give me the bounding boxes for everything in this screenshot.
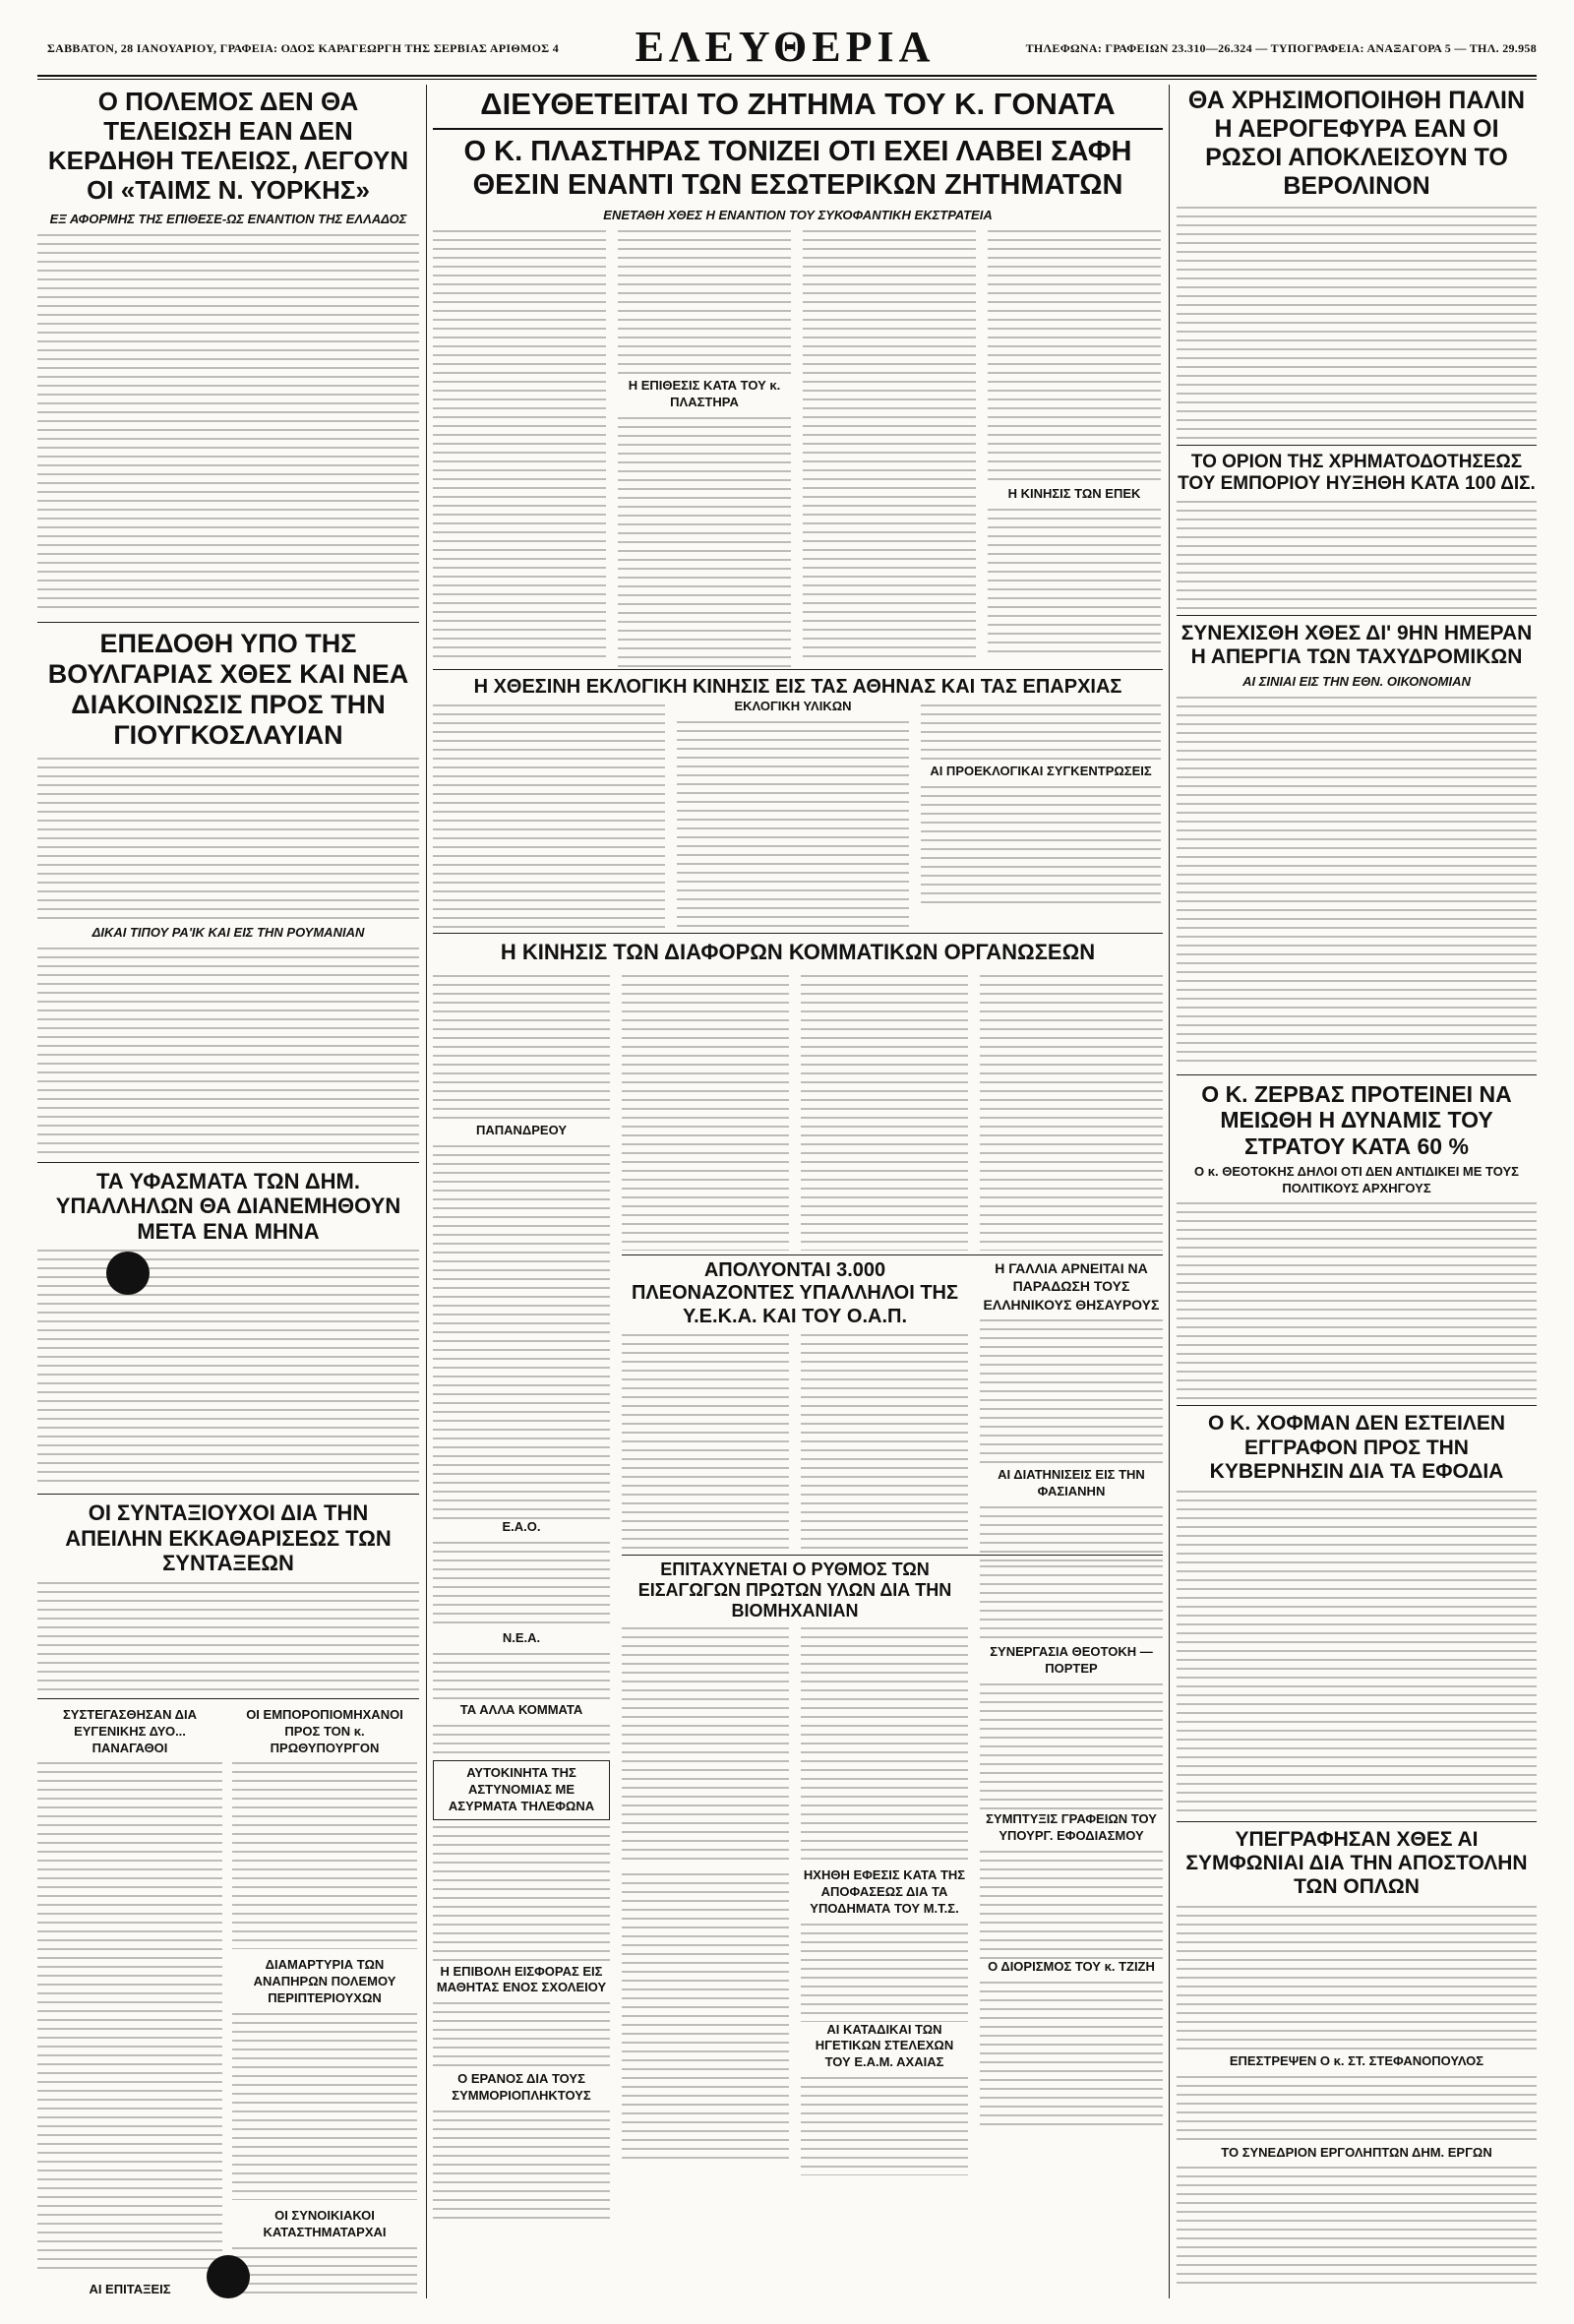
subheadline: ΠΑΠΑΝΔΡΕΟΥ	[475, 1123, 568, 1138]
top-rule-thin	[37, 79, 1537, 80]
article-body	[433, 1542, 610, 1630]
subheadline: ΣΥΜΠΤΥΞΙΣ ΓΡΑΦΕΙΩΝ ΤΟΥ ΥΠΟΥΡΓ. ΕΦΟΔΙΑΣΜΟΥ	[986, 1811, 1157, 1843]
subheadline: Ο ΕΡΑΝΟΣ ΔΙΑ ΤΟΥΣ ΣΥΜΜΟΡΙΟΠΛΗΚΤΟΥΣ	[452, 2071, 591, 2104]
column-divider	[1169, 85, 1170, 2298]
headline: Η ΚΙΝΗΣΙΣ ΤΩΝ ΔΙΑΦΟΡΩΝ ΚΟΜΜΑΤΙΚΩΝ ΟΡΓΑΝΩΣΕΩΝ	[500, 940, 1096, 965]
subheadline: ΟΙ ΣΥΝΟΙΚΙΑΚΟΙ ΚΑΤΑΣΤΗΜΑΤΑΡΧΑΙ	[263, 2208, 387, 2239]
headline: ΣΥΝΕΧΙΣΘΗ ΧΘΕΣ ΔΙ' 9ΗΝ ΗΜΕΡΑΝ Η ΑΠΕΡΓΙΑ ΤΩΝ ΤΑΧΥΔΡΟΜΙΚΩΝ	[1180, 622, 1533, 669]
article-body	[921, 704, 1161, 764]
masthead-title: ΕΛΕΥΘΕΡΙΑ	[635, 23, 936, 71]
article-body	[37, 234, 419, 614]
article-body	[801, 1924, 968, 2022]
article-body	[433, 975, 610, 1123]
subheadline: ΑΙ ΚΑΤΑΔΙΚΑΙ ΤΩΝ ΗΓΕΤΙΚΩΝ ΣΤΕΛΕΧΩΝ ΤΟΥ Ε.Α.Μ. ΑΧΑΙΑΣ	[815, 2021, 954, 2070]
article-body	[433, 230, 606, 663]
headline: ΑΠΟΛΥΟΝΤΑΙ 3.000 ΠΛΕΟΝΑΖΟΝΤΕΣ ΥΠΑΛΛΗΛΟΙ ΤΗΣ Υ.Ε.Κ.Α. ΚΑΙ ΤΟΥ Ο.Α.Π.	[631, 1259, 959, 1327]
article-body	[801, 1334, 968, 1551]
headline: ΤΟ ΟΡΙΟΝ ΤΗΣ ΧΡΗΜΑΤΟΔΟΤΗΣΕΩΣ ΤΟΥ ΕΜΠΟΡΙΟΥ ΗΥΞΗΘΗ ΚΑΤΑ 100 ΔΙΣ.	[1178, 452, 1536, 495]
headline: Ο Κ. ΠΛΑΣΤΗΡΑΣ ΤΟΝΙΖΕΙ ΟΤΙ ΕΧΕΙ ΛΑΒΕΙ ΣΑΦΗ ΘΕΣΙΝ ΕΝΑΝΤΙ ΤΩΝ ΕΣΩΤΕΡΙΚΩΝ ΖΗΤΗΜΑΤΩΝ	[463, 135, 1132, 201]
article-body	[232, 2013, 417, 2200]
subheadline: Η ΚΙΝΗΣΙΣ ΤΩΝ ΕΠΕΚ	[1007, 486, 1141, 502]
article-body	[980, 1683, 1163, 1811]
article-body	[433, 1826, 610, 1964]
headline: ΥΠΕΓΡΑΦΗΣΑΝ ΧΘΕΣ ΑΙ ΣΥΜΦΩΝΙΑΙ ΔΙΑ ΤΗΝ ΑΠΟΣΤΟΛΗΝ ΤΩΝ ΟΠΛΩΝ	[1185, 1827, 1528, 1899]
article-body	[37, 1762, 222, 2274]
article-body	[1177, 1491, 1537, 1815]
article	[980, 1259, 1163, 1564]
article	[37, 1162, 419, 1487]
article-body	[37, 1582, 419, 1690]
column-left	[37, 87, 419, 2300]
subheadline: ΑΙ ΔΙΑΤΗΝΙΣΕΙΣ ΕΙΣ ΤΗΝ ΦΑΣΙΑΝΗΝ	[998, 1466, 1145, 1498]
article-body	[801, 975, 968, 1251]
article-body	[433, 2110, 610, 2219]
subheadline: Η ΕΠΙΒΟΛΗ ΕΙΣΦΟΡΑΣ ΕΙΣ ΜΑΘΗΤΑΣ ΕΝΟΣ ΣΧΟΛΕΙΟΥ	[436, 1963, 607, 1995]
article	[232, 1707, 417, 2300]
article-body	[232, 1762, 417, 1949]
article	[622, 1259, 968, 1555]
subheadline: ΤΟ ΣΥΝΕΔΡΙΟΝ ΕΡΓΟΛΗΠΤΩΝ ΔΗΜ. ΕΡΓΩΝ	[1221, 2144, 1492, 2160]
subheadline: ΑΥΤΟΚΙΝΗΤΑ ΤΗΣ ΑΣΤΥΝΟΜΙΑΣ ΜΕ ΑΣΥΡΜΑΤΑ ΤΗΛΕΦΩΝΑ	[433, 1760, 610, 1820]
article-body	[980, 975, 1163, 1251]
newspaper-page	[37, 22, 1537, 2302]
article-body	[622, 1627, 789, 1864]
article-body	[801, 1627, 968, 1864]
article	[37, 1707, 222, 2300]
article	[433, 669, 1163, 933]
article	[37, 87, 419, 614]
headline: ΤΑ ΥΦΑΣΜΑΤΑ ΤΩΝ ΔΗΜ. ΥΠΑΛΛΗΛΩΝ ΘΑ ΔΙΑΝΕΜΗΘΟΥΝ ΜΕΤΑ ΕΝΑ ΜΗΝΑ	[55, 1168, 401, 1244]
headline: ΕΠΕΔΟΘΗ ΥΠΟ ΤΗΣ ΒΟΥΛΓΑΡΙΑΣ ΧΘΕΣ ΚΑΙ ΝΕΑ ΔΙΑΚΟΙΝΩΣΙΣ ΠΡΟΣ ΤΗΝ ΓΙΟΥΓΚΟΣΛΑΥΙΑΝ	[47, 628, 409, 751]
article-body	[980, 1565, 1163, 1644]
article-body	[1177, 207, 1537, 439]
article-body	[988, 224, 1161, 656]
headline: Ο ΠΟΛΕΜΟΣ ΔΕΝ ΘΑ ΤΕΛΕΙΩΣΗ ΕΑΝ ΔΕΝ ΚΕΡΔΗΘΗ ΤΕΛΕΙΩΣ, ΛΕΓΟΥΝ ΟΙ «ΤΑΙΜΣ Ν. ΥΟΡΚΗΣ»	[47, 87, 409, 206]
lead-article	[433, 87, 1163, 669]
article-body	[618, 224, 791, 673]
article	[1177, 87, 1537, 439]
article-body	[433, 1653, 610, 1702]
article-body	[1177, 1906, 1537, 2053]
article-body	[1177, 1202, 1537, 1399]
subheadline: Η ΕΠΙΘΕΣΙΣ ΚΑΤΑ ΤΟΥ κ. ΠΛΑΣΤΗΡΑ	[628, 378, 781, 409]
article-body	[37, 1250, 419, 1486]
subheadline: Ο κ. ΘΕΟΤΟΚΗΣ ΔΗΛΟΙ ΟΤΙ ΔΕΝ ΑΝΤΙΔΙΚΕΙ ΜΕ ΤΟΥΣ ΠΟΛΙΤΙΚΟΥΣ ΑΡΧΗΓΟΥΣ	[1194, 1163, 1519, 1195]
headline: ΘΑ ΧΡΗΣΙΜΟΠΟΙΗΘΗ ΠΑΛΙΝ Η ΑΕΡΟΓΕΦΥΡΑ ΕΑΝ ΟΙ ΡΩΣΟΙ ΑΠΟΚΛΕΙΣΟΥΝ ΤΟ ΒΕΡΟΛΙΝΟΝ	[1187, 87, 1526, 200]
lead-article-body	[433, 224, 1163, 669]
subheadline: ΑΙ ΠΡΟΕΚΛΟΓΙΚΑΙ ΣΥΓΚΕΝΤΡΩΣΕΙΣ	[930, 764, 1152, 779]
subheadline: ΔΙΑΜΑΡΤΥΡΙΑ ΤΩΝ ΑΝΑΠΗΡΩΝ ΠΟΛΕΜΟΥ ΠΕΡΙΠΤΕΡΙΟΥΧΩΝ	[253, 1957, 396, 2006]
subheadline: Ο ΔΙΟΡΙΣΜΟΣ ΤΟΥ κ. ΤΖΙΖΗ	[988, 1958, 1155, 1974]
article	[1177, 1074, 1537, 1400]
article-body	[1177, 2167, 1537, 2285]
column-center	[433, 87, 1163, 2300]
article-body	[37, 948, 419, 1154]
headline: ΔΙΕΥΘΕΤΕΙΤΑΙ ΤΟ ΖΗΤΗΜΑ ΤΟΥ Κ. ΓΟΝΑΤΑ	[480, 87, 1116, 121]
subheadline: ΑΙ ΣΙΝΙΑΙ ΕΙΣ ΤΗΝ ΕΘΝ. ΟΙΚΟΝΟΜΙΑΝ	[1242, 673, 1471, 689]
article-body	[622, 1334, 789, 1551]
column-divider	[426, 85, 427, 2298]
article-body	[37, 758, 419, 925]
column-right	[1177, 87, 1537, 2300]
article-body	[1177, 2076, 1537, 2145]
punch-hole	[207, 2255, 250, 2298]
article	[622, 1560, 968, 2163]
subheadline: ΔΙΚΑΙ ΤΙΠΟΥ ΡΑ'ΙΚ ΚΑΙ ΕΙΣ ΤΗΝ ΡΟΥΜΑΝΙΑΝ	[91, 924, 365, 940]
headline: Ο Κ. ΧΟΦΜΑΝ ΔΕΝ ΕΣΤΕΙΛΕΝ ΕΓΓΡΑΦΟΝ ΠΡΟΣ ΤΗΝ ΚΥΒΕΡΝΗΣΙΝ ΔΙΑ ΤΑ ΕΦΟΔΙΑ	[1207, 1412, 1506, 1484]
article	[1177, 1405, 1537, 1814]
punch-hole	[106, 1252, 150, 1295]
article-body	[433, 704, 665, 931]
article-body	[1177, 501, 1537, 609]
dateline-left: ΣΑΒΒΑΤΟΝ, 28 ΙΑΝΟΥΑΡΙΟΥ, ΓΡΑΦΕΙΑ: ΟΔΟΣ ΚΑΡΑΓΕΩΡΓΗ ΤΗΣ ΣΕΡΒΙΑΣ ΑΡΙΘΜΟΣ 4	[47, 41, 560, 55]
headline: Η ΧΘΕΣΙΝΗ ΕΚΛΟΓΙΚΗ ΚΙΝΗΣΙΣ ΕΙΣ ΤΑΣ ΑΘΗΝΑΣ ΚΑΙ ΤΑΣ ΕΠΑΡΧΙΑΣ	[473, 676, 1122, 699]
lower-left-block	[37, 1698, 419, 2300]
article-body	[232, 2247, 417, 2300]
article	[1177, 1821, 1537, 2286]
subheadline: ΟΙ ΕΜΠΟΡΟΠΙΟΜΗΧΑΝΟΙ ΠΡΟΣ ΤΟΝ κ. ΠΡΩΘΥΠΟΥΡΓΟΝ	[246, 1706, 403, 1755]
article-body	[803, 230, 976, 663]
article-body	[622, 1873, 789, 2159]
article	[37, 1494, 419, 1690]
article-body	[433, 1725, 610, 1754]
subheadline: ΣΥΝΕΡΓΑΣΙΑ ΘΕΟΤΟΚΗ — ΠΟΡΤΕΡ	[990, 1644, 1153, 1677]
subheadline: ΕΝΕΤΑΘΗ ΧΘΕΣ Η ΕΝΑΝΤΙΟΝ ΤΟΥ ΣΥΚΟΦΑΝΤΙΚΗ ΕΚΣΤΡΑΤΕΙΑ	[603, 208, 993, 223]
lower-center-block	[433, 933, 1163, 2286]
subheadline: ΕΚΛΟΓΙΚΗ ΥΛΙΚΩΝ	[734, 699, 852, 714]
subheadline: Ν.Ε.Α.	[502, 1630, 541, 1646]
article-body	[677, 721, 909, 928]
article	[37, 622, 419, 1154]
dateline-right: ΤΗΛΕΦΩΝΑ: ΓΡΑΦΕΙΩΝ 23.310—26.324 — ΤΥΠΟΓΡΑΦΕΙΑ: ΑΝΑΞΑΓΟΡΑ 5 — ΤΗΛ. 29.958	[1025, 41, 1537, 55]
article	[1177, 615, 1537, 1069]
article-body	[433, 2002, 610, 2071]
article-body	[921, 786, 1161, 904]
subheadline: ΗΧΗΘΗ ΕΦΕΣΙΣ ΚΑΤΑ ΤΗΣ ΑΠΟΦΑΣΕΩΣ ΔΙΑ ΤΑ ΥΠΟΔΗΜΑΤΑ ΤΟΥ Μ.Τ.Σ.	[803, 1866, 966, 1916]
article-body	[622, 975, 789, 1251]
top-rule	[37, 75, 1537, 77]
headline: Ο Κ. ΖΕΡΒΑΣ ΠΡΟΤΕΙΝΕΙ ΝΑ ΜΕΙΩΘΗ Η ΔΥΝΑΜΙΣ ΤΟΥ ΣΤΡΑΤΟΥ ΚΑΤΑ 60 %	[1201, 1080, 1512, 1160]
subheadline: ΑΙ ΕΠΙΤΑΞΕΙΣ	[89, 2282, 171, 2297]
subheadline: Η ΓΑΛΛΙΑ ΑΡΝΕΙΤΑΙ ΝΑ ΠΑΡΑΔΩΣΗ ΤΟΥΣ ΕΛΛΗΝΙΚΟΥΣ ΘΗΣΑΥΡΟΥΣ	[983, 1260, 1160, 1313]
article-body	[1177, 697, 1537, 1069]
article-body	[980, 1982, 1163, 2129]
article-body	[980, 1851, 1163, 1959]
article	[1177, 445, 1537, 609]
subheadline: ΕΞ ΑΦΟΡΜΗΣ ΤΗΣ ΕΠΙΘΕΣΕ-ΩΣ ΕΝΑΝΤΙΟΝ ΤΗΣ ΕΛΛΑΔΟΣ	[49, 211, 407, 226]
headline: ΕΠΙΤΑΧΥΝΕΤΑΙ Ο ΡΥΘΜΟΣ ΤΩΝ ΕΙΣΑΓΩΓΩΝ ΠΡΩΤΩΝ ΥΛΩΝ ΔΙΑ ΤΗΝ ΒΙΟΜΗΧΑΝΙΑΝ	[637, 1560, 952, 1621]
article-body	[980, 1319, 1163, 1467]
article-body	[433, 1145, 610, 1519]
subheadline: Ε.Α.Ο.	[502, 1519, 541, 1535]
article-body	[801, 2077, 968, 2175]
subheadline: ΣΥΣΤΕΓΑΣΘΗΣΑΝ ΔΙΑ ΕΥΓΕΝΙΚΗΣ ΔΥΟ... ΠΑΝΑΓΑΘΟΙ	[62, 1706, 198, 1755]
headline: ΟΙ ΣΥΝΤΑΞΙΟΥΧΟΙ ΔΙΑ ΤΗΝ ΑΠΕΙΛΗΝ ΕΚΚΑΘΑΡΙΣΕΩΣ ΤΩΝ ΣΥΝΤΑΞΕΩΝ	[65, 1500, 392, 1576]
subheadline: ΤΑ ΑΛΛΑ ΚΟΜΜΑΤΑ	[459, 1701, 583, 1717]
subheadline: ΕΠΕΣΤΡΕΨΕΝ Ο κ. ΣΤ. ΣΤΕΦΑΝΟΠΟΥΛΟΣ	[1229, 2052, 1484, 2068]
